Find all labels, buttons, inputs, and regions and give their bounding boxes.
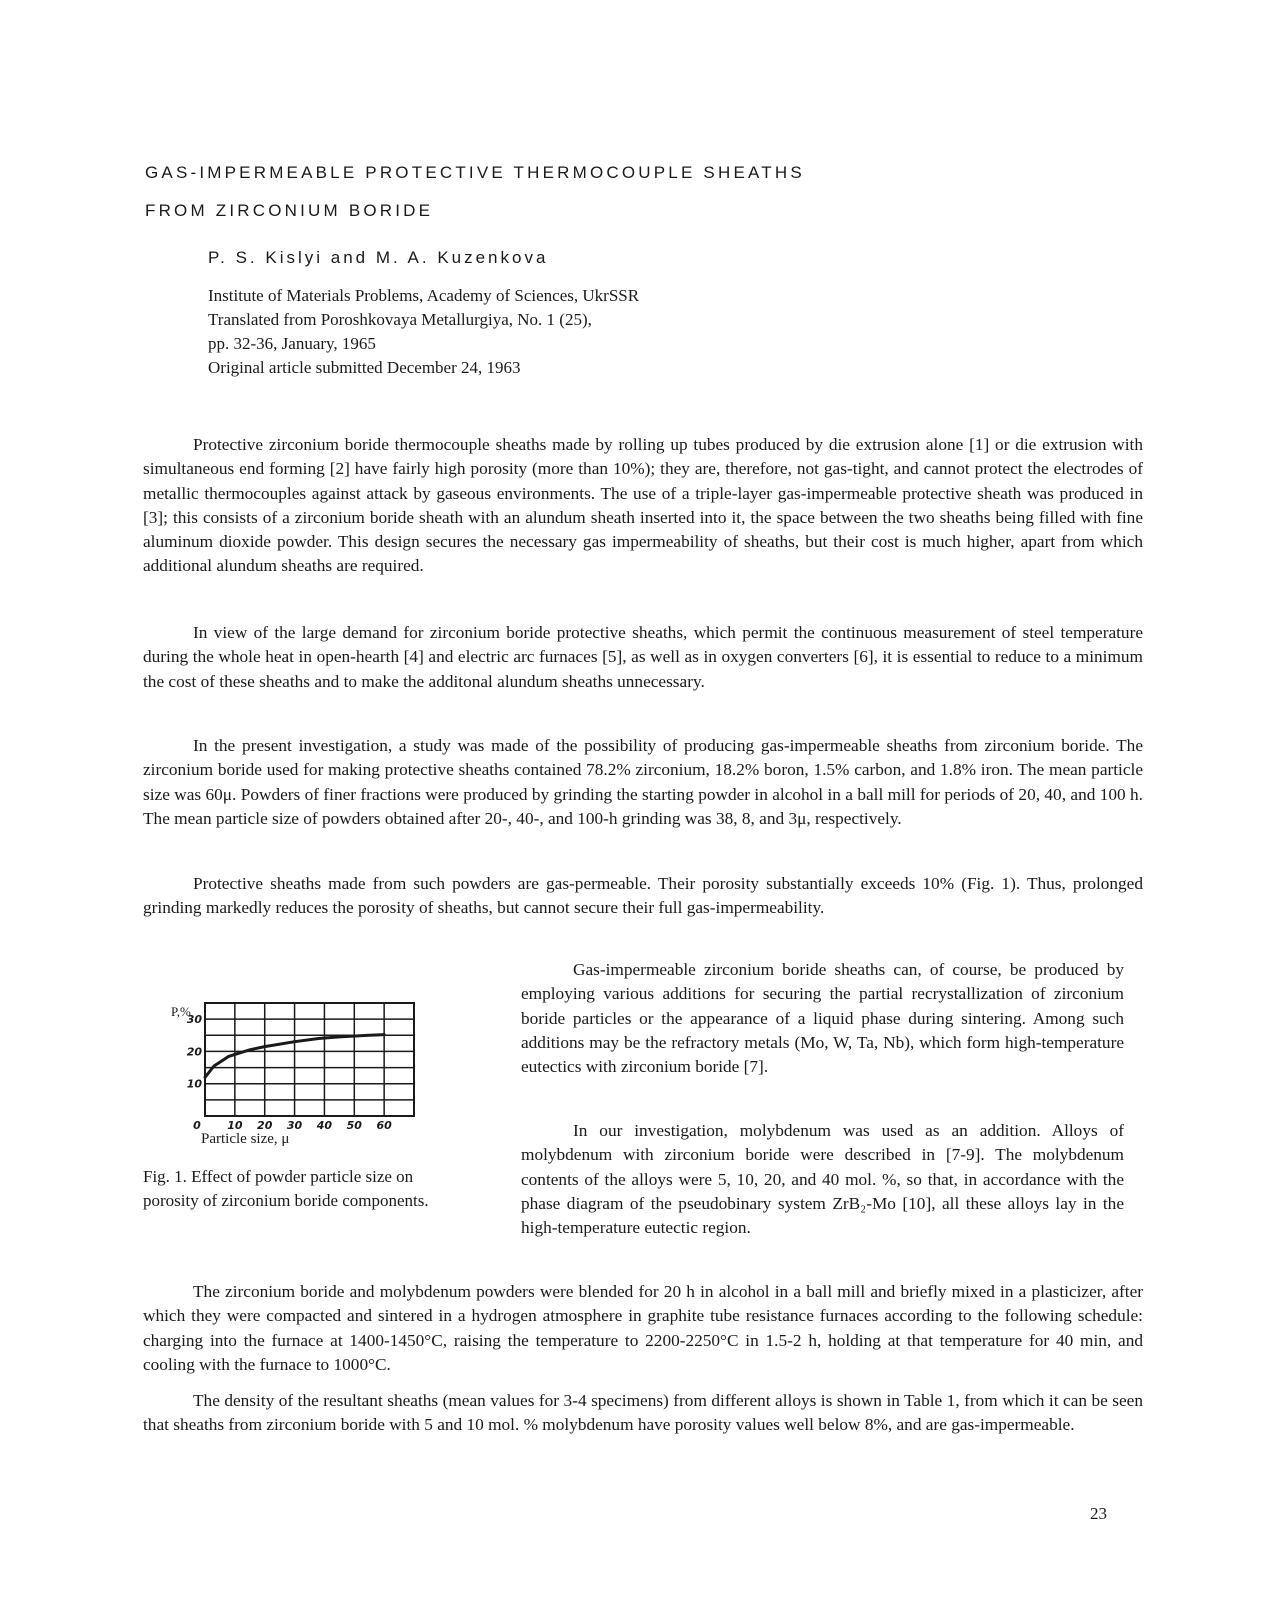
- affiliation-line: Original article submitted December 24, 1963: [208, 358, 521, 377]
- authors: P. S. Kislyi and M. A. Kuzenkova: [208, 248, 549, 267]
- x-tick-label: 10: [227, 1119, 243, 1132]
- y-axis-label: P,%: [171, 1004, 191, 1019]
- affiliation-line: Translated from Poroshkovaya Metallurgiya, No. 1 (25),: [208, 310, 592, 329]
- title-line-1: GAS-IMPERMEABLE PROTECTIVE THERMOCOUPLE SHEATHS: [145, 163, 805, 182]
- y-tick-label: 30: [186, 1013, 202, 1027]
- x-tick-label: 50: [346, 1119, 362, 1132]
- plot-frame: [205, 1003, 414, 1116]
- paragraph-4: Protective sheaths made from such powders are gas-permeable. Their porosity substantially exceeds 10% (Fig. 1). Thus, prolonged grinding markedly reduces the porosity of sheaths, but cannot secure their full gas-impermeability.: [143, 874, 1143, 918]
- x-tick-label: 0: [193, 1119, 201, 1132]
- x-tick-label: 20: [257, 1119, 273, 1132]
- porosity-chart: [165, 998, 425, 1148]
- figure-caption: Fig. 1. Effect of powder particle size on porosity of zirconium boride components.: [143, 1167, 429, 1211]
- paragraph-6: In our investigation, molybdenum was used as an addition. Alloys of molybdenum with zirconium boride were described in [7-9]. The molybdenum contents of the alloys were 5, 10, 20, and 40 mol. %, so that, in accordance with the phase diagram of the pseudobinary system ZrB₂-Mo [10], all these alloys lay in the high-temperature eutectic region.: [521, 1121, 1124, 1238]
- x-tick-label: 40: [316, 1119, 333, 1132]
- y-tick-label: 20: [186, 1045, 202, 1059]
- x-tick-label: 30: [286, 1119, 303, 1132]
- affiliation-block: [208, 284, 639, 380]
- affiliation-line: Institute of Materials Problems, Academy of Sciences, UkrSSR: [208, 286, 640, 305]
- paragraph-1: Protective zirconium boride thermocouple sheaths made by rolling up tubes produced by die extrusion alone [1] or die extrusion with simultaneous end forming [2] have fairly high porosity (more than 10%); they are, therefore, not gas-tight, and cannot protect the electrodes of metallic thermocouples against attack by gaseous environments. The use of a triple-layer gas-impermeable protective sheath was produced in [3]; this consists of a zirconium boride sheath with an alundum sheath inserted into it, the space between the two sheaths being filled with fine aluminum dioxide powder. This design secures the necessary gas impermeability of sheaths, but their cost is much higher, apart from which additional alundum sheaths are required.: [143, 435, 1143, 576]
- y-tick-label: 10: [186, 1077, 202, 1091]
- paragraph-8: The density of the resultant sheaths (mean values for 3-4 specimens) from different alloys is shown in Table 1, from which it can be seen that sheaths from zirconium boride with 5 and 10 mol. % molybdenum have porosity values well below 8%, and are gas-impermeable.: [143, 1391, 1143, 1435]
- page-number: 23: [1090, 1504, 1107, 1523]
- paragraph-5: Gas-impermeable zirconium boride sheaths can, of course, be produced by employing various additions for securing the partial recrystallization of zirconium boride particles or the appearance of a liquid phase during sintering. Among such additions may be the refractory metals (Mo, W, Ta, Nb), which form high-temperature eutectics with zirconium boride [7].: [521, 960, 1124, 1077]
- affiliation-line: pp. 32-36, January, 1965: [208, 334, 376, 353]
- x-tick-label: 60: [376, 1119, 392, 1132]
- x-axis-label: Particle size, μ: [201, 1131, 290, 1147]
- paragraph-2: In view of the large demand for zirconium boride protective sheaths, which permit the continuous measurement of steel temperature during the whole heat in open-hearth [4] and electric arc furnaces [5], as well as in oxygen converters [6], it is essential to reduce to a minimum the cost of these sheaths and to make the additonal alundum sheaths unnecessary.: [143, 623, 1143, 691]
- paragraph-7: The zirconium boride and molybdenum powders were blended for 20 h in alcohol in a ball mill and briefly mixed in a plasticizer, after which they were compacted and sintered in a hydrogen atmosphere in graphite tube resistance furnaces according to the following schedule: charging into the furnace at 1400-1450°C, raising the temperature to 2200-2250°C in 1.5-2 h, holding at that temperature for 40 min, and cooling with the furnace to 1000°C.: [143, 1282, 1143, 1374]
- title-line-2: FROM ZIRCONIUM BORIDE: [145, 201, 434, 220]
- paragraph-3: In the present investigation, a study was made of the possibility of producing gas-impermeable sheaths from zirconium boride. The zirconium boride used for making protective sheaths contained 78.2% zirconium, 18.2% boron, 1.5% carbon, and 1.8% iron. The mean particle size was 60μ. Powders of finer fractions were produced by grinding the starting powder in alcohol in a ball mill for periods of 20, 40, and 100 h. The mean particle size of powders obtained after 20-, 40-, and 100-h grinding was 38, 8, and 3μ, respectively.: [143, 736, 1143, 828]
